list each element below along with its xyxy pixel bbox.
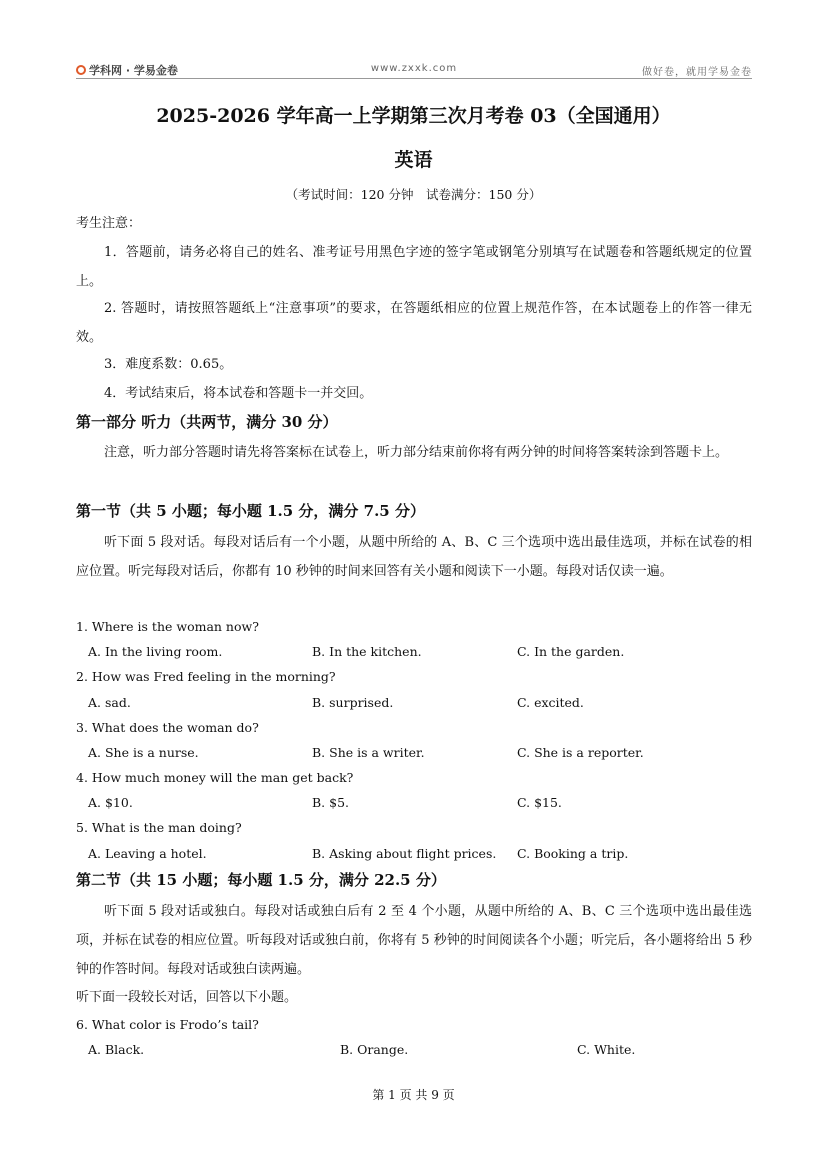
header-divider bbox=[76, 78, 752, 79]
question-option: B. surprised. bbox=[312, 695, 394, 710]
section1-heading: 第一节（共 5 小题；每小题 1.5 分，满分 7.5 分） bbox=[76, 502, 425, 520]
question-option: C. $15. bbox=[517, 795, 562, 810]
section2-heading: 第二节（共 15 小题；每小题 1.5 分，满分 22.5 分） bbox=[76, 871, 446, 889]
question-option: A. Leaving a hotel. bbox=[88, 846, 207, 861]
exam-title: 2025-2026 学年高一上学期第三次月考卷 03（全国通用） bbox=[156, 105, 671, 127]
question-option: C. Booking a trip. bbox=[517, 846, 629, 861]
question-option: A. $10. bbox=[88, 795, 133, 810]
question-option: B. She is a writer. bbox=[312, 745, 425, 760]
question-option: C. In the garden. bbox=[517, 644, 625, 659]
section1-instruction: 听下面 5 段对话。每段对话后有一个小题，从题中所给的 A、B、C 三个选项中选出最佳选项，并标在试卷的相应位置。听完每段对话后，你都有 10 秒钟的时间来回答有关小题和阅读下一小题。每段对话仅读一遍。 bbox=[76, 535, 752, 579]
question-option: C. White. bbox=[577, 1042, 636, 1057]
part1-note: 注意，听力部分答题时请先将答案标在试卷上，听力部分结束前你将有两分钟的时间将答案转涂到答题卡上。 bbox=[104, 445, 729, 460]
question-stem: 2. How was Fred feeling in the morning? bbox=[76, 669, 336, 684]
question-option: C. She is a reporter. bbox=[517, 745, 644, 760]
header-slogan: 做好卷，就用学易金卷 bbox=[642, 67, 752, 78]
logo-text: 学科网 · 学易金卷 bbox=[89, 64, 178, 77]
question-stem: 4. How much money will the man get back? bbox=[76, 770, 354, 785]
question-option: A. She is a nurse. bbox=[88, 745, 199, 760]
question-option: B. In the kitchen. bbox=[312, 644, 422, 659]
subject-title: 英语 bbox=[394, 149, 433, 171]
notice-heading: 考生注意： bbox=[76, 216, 142, 231]
page-number: 第 1 页 共 9 页 bbox=[372, 1088, 455, 1102]
question-stem: 3. What does the woman do? bbox=[76, 720, 259, 735]
exam-info: （考试时间：120 分钟 试卷满分：150 分） bbox=[285, 187, 542, 202]
question-option: B. Asking about flight prices. bbox=[312, 846, 497, 861]
question-option: A. sad. bbox=[88, 695, 131, 710]
header-url: www.zxxk.com bbox=[370, 63, 458, 74]
question-stem: 6. What color is Frodo’s tail? bbox=[76, 1017, 259, 1032]
question-stem: 5. What is the man doing? bbox=[76, 820, 242, 835]
notice-item-3: 3．难度系数：0.65。 bbox=[104, 357, 233, 372]
notice-item-4: 4．考试结束后，将本试卷和答题卡一并交回。 bbox=[104, 386, 373, 401]
section2-sub-instruction: 听下面一段较长对话，回答以下小题。 bbox=[76, 990, 298, 1005]
part1-heading: 第一部分 听力（共两节，满分 30 分） bbox=[76, 413, 338, 431]
section2-instruction: 听下面 5 段对话或独白。每段对话或独白后有 2 至 4 个小题，从题中所给的 A、B、C 三个选项中选出最佳选项，并标在试卷的相应位置。听每段对话或独白前，你将有 5 秒钟的时间阅读各个小题；听完后，各小题将给出 5 秒钟的作答时间。每段对话或独白读两遍。 bbox=[76, 904, 752, 977]
question-option: B. $5. bbox=[312, 795, 350, 810]
question-option: C. excited. bbox=[517, 695, 584, 710]
notice-item-2: 2. 答题时，请按照答题纸上“注意事项”的要求，在答题纸相应的位置上规范作答，在本试题卷上的作答一律无效。 bbox=[76, 301, 752, 345]
question-option: B. Orange. bbox=[340, 1042, 409, 1057]
question-stem: 1. Where is the woman now? bbox=[76, 619, 259, 634]
notice-item-1: 1．答题前，请务必将自己的姓名、准考证号用黑色字迹的签字笔或钢笔分别填写在试题卷和答题纸规定的位置上。 bbox=[76, 245, 752, 289]
page-header bbox=[76, 58, 752, 80]
question-option: A. Black. bbox=[88, 1042, 145, 1057]
question-option: A. In the living room. bbox=[88, 644, 223, 659]
